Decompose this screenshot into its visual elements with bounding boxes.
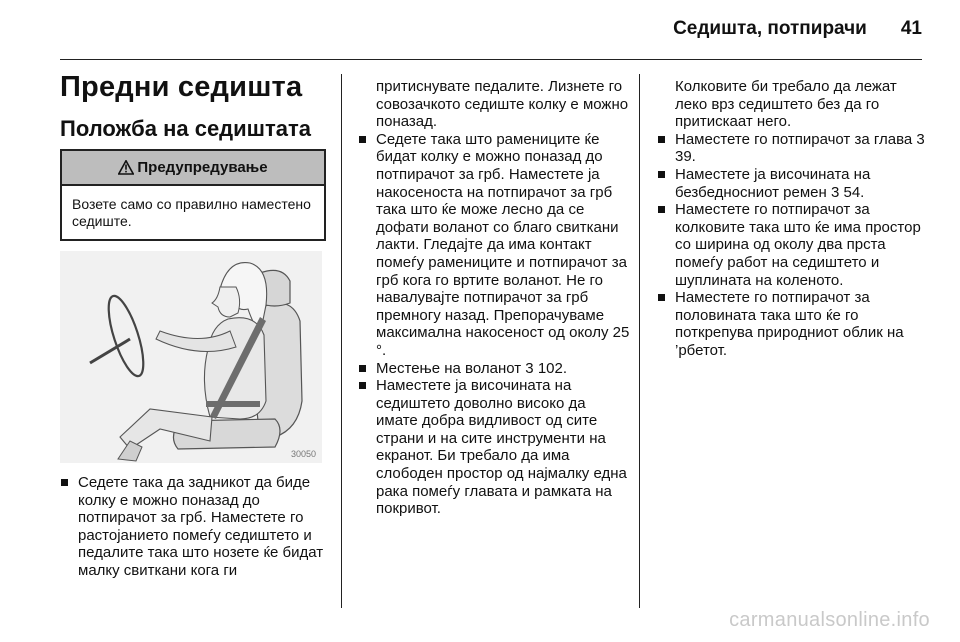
page-header-title: Седишта, потпирачи	[673, 18, 867, 39]
reference-symbol: 3	[830, 183, 840, 201]
section-heading: Предни седишта	[60, 71, 303, 103]
reference-symbol: 3	[916, 130, 925, 148]
list-item-text: Наместете го потпирачот за глава	[675, 130, 913, 148]
page-reference: 102.	[537, 359, 568, 377]
column-2	[358, 78, 630, 518]
list-item: Седете така да задникот да биде колку е можно поназад до потпирачот за грб. Наместете го растојанието помеѓу седиштето и педалите така што нозете ќе бидат малку свиткани кога ги	[60, 474, 328, 580]
list-item	[657, 166, 929, 201]
driver-seat-illustration	[60, 251, 322, 463]
header-divider	[60, 59, 922, 60]
page-number: 41	[900, 18, 922, 39]
continuation-text: Колковите би требало да лежат леко врз седиштето без да го притискаат него.	[675, 78, 897, 131]
list-item: Наместете го потпирачот за половината така што ќе го поткрепува природниот облик на ’рбетот.	[657, 289, 929, 359]
column-1	[60, 474, 328, 580]
watermark: carmanualsonline.info	[729, 609, 930, 631]
list-item: Наместете го потпирачот за колковите така што ќе има простор со ширина од околу два прста помеѓу работ на седиштето и шуплината на коленото.	[657, 201, 929, 289]
column-divider-1	[341, 74, 342, 608]
list-item-text: Наместете ја височината на безбедносниот ремен	[675, 165, 871, 201]
column-divider-2	[639, 74, 640, 608]
list-item: Седете така што рамениците ќе бидат колку е можно поназад до потпирачот за грб. Наместете ја накосеноста на потпирачот за грб така што ќе може лесно да се дофати воланот со благо свиткани лакти. Гледајте да има контакт помеѓу рамениците и потпирачот за грб кога го вртите воланот. Не го навалувајте потпирачот за грб премногу назад. Препорачуваме максимална накосеност од околу 25 °.	[358, 131, 630, 360]
warning-header	[62, 151, 324, 186]
list-item	[657, 131, 929, 166]
illustration-number: 30050	[290, 449, 316, 459]
warning-triangle-icon	[118, 160, 134, 175]
list-item-text: Местење на воланот	[376, 359, 522, 377]
reference-symbol: 3	[525, 359, 534, 377]
page-header	[673, 18, 922, 40]
continuation-text: притиснувате педалите. Лизнете го совозачкото седиште колку е можно поназад.	[376, 78, 629, 131]
list-item	[358, 360, 630, 378]
warning-box	[60, 149, 326, 241]
list-item: Наместете ја височината на седиштето доволно високо да имате добра видливост од сите страни и на сите инструменти на екранот. Би требало да има слободен простор од најмалку една рака помеѓу главата и рамката на покривот.	[358, 377, 630, 518]
page-reference: 54.	[843, 183, 865, 201]
warning-text: Возете само со правилно наместено седиште.	[72, 196, 311, 229]
warning-title: Предупредување	[137, 159, 268, 176]
column-3	[657, 78, 929, 360]
seating-illustration	[60, 251, 322, 463]
section-subheading: Положба на седиштата	[60, 116, 312, 141]
page-reference: 39.	[675, 148, 696, 166]
